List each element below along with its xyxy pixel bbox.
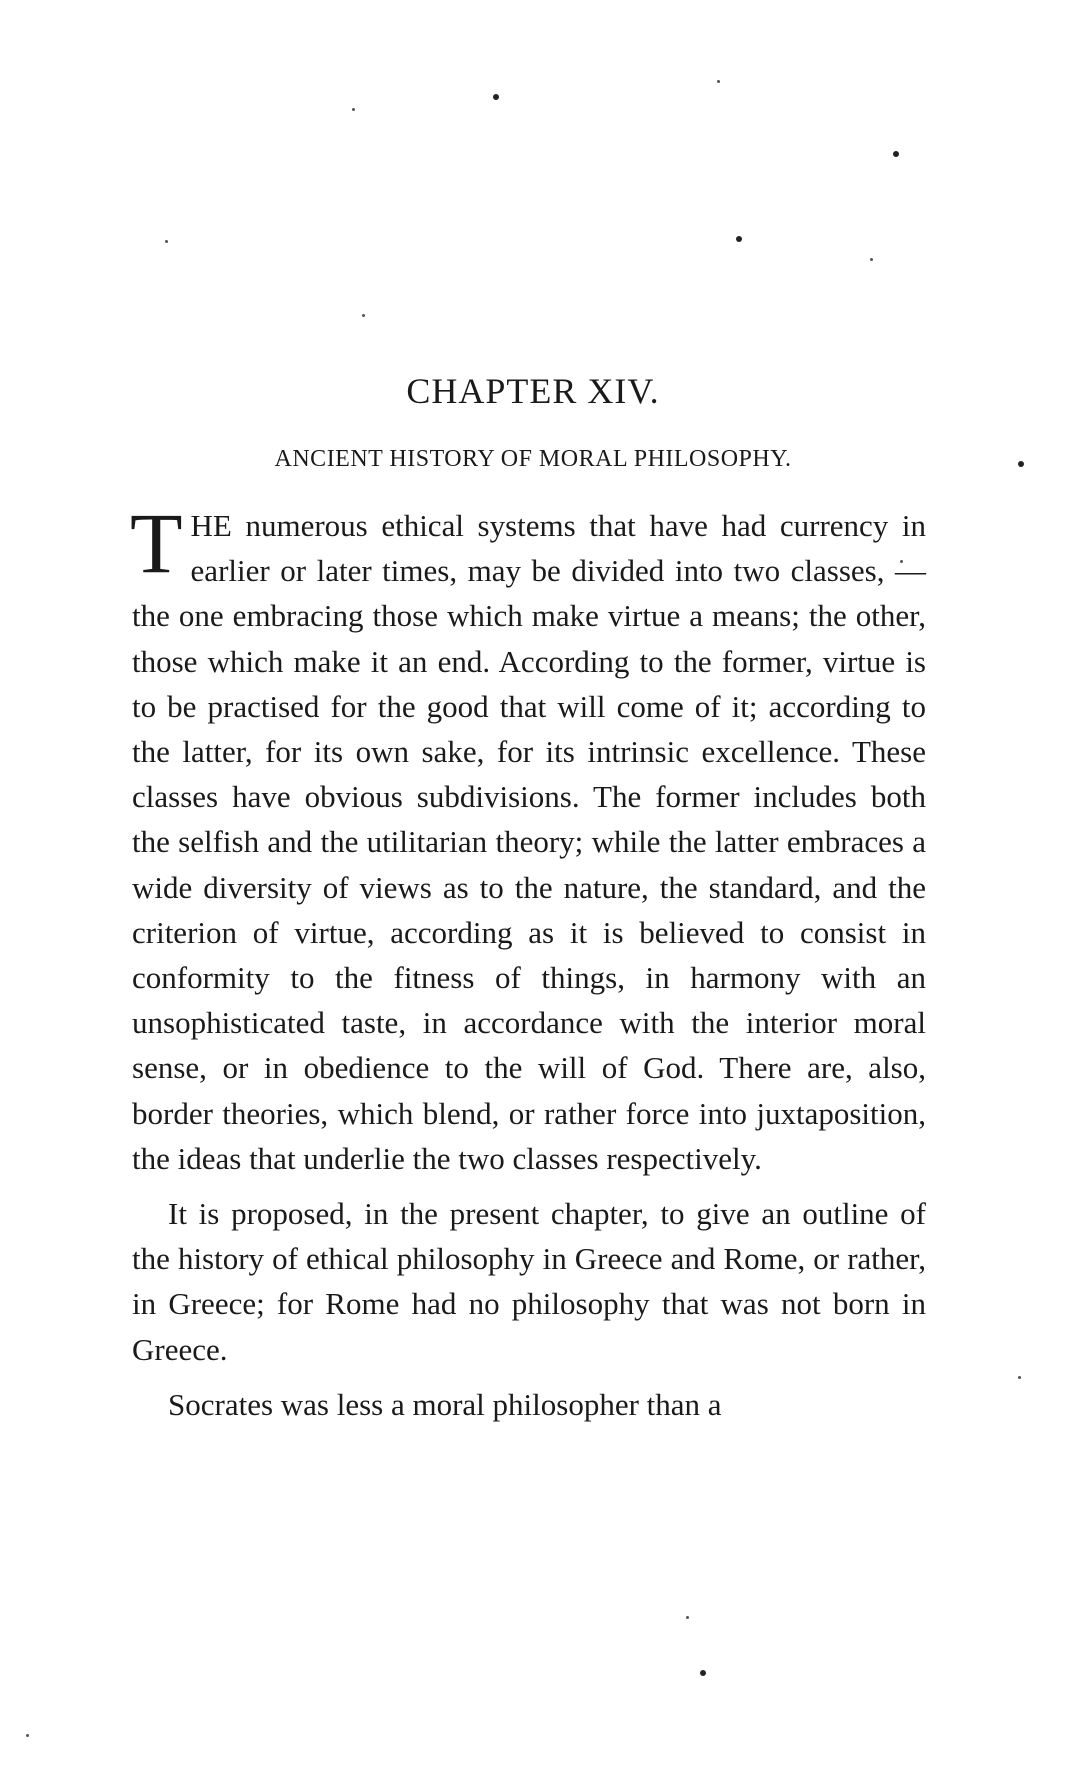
scan-speck: [870, 258, 873, 261]
paragraph-text: HE numerous ethical systems that have had currency in earlier or later times, may be divided into two classes, — the one embracing those which make virtue a means; the other, those which make it an end. According to the former, virtue is to be practised for the good that will come of it; according to the latter, for its own sake, for its intrinsic excellence. These classes have obvious subdivisions. The former includes both the selfish and the utilitarian theory; while the latter embraces a wide diversity of views as to the nature, the standard, and the criterion of virtue, according as it is believed to consist in conformity to the fitness of things, in harmony with an unsophisticated taste, in accordance with the interior moral sense, or in obedience to the will of God. There are, also, border theories, which blend, or rather force into juxtaposition, the ideas that underlie the two classes respectively.: [132, 508, 926, 1176]
paragraph-text: Socrates was less a moral philosopher than a: [168, 1386, 722, 1422]
scan-speck: [686, 1616, 689, 1619]
chapter-title: CHAPTER XIV.: [406, 371, 660, 411]
scan-speck: [362, 314, 365, 317]
paragraph: [132, 1191, 926, 1372]
scan-speck: [717, 80, 720, 83]
scan-speck: [1018, 461, 1024, 467]
paragraph: [130, 495, 926, 1181]
scan-speck: [26, 1734, 29, 1737]
scan-speck: [736, 236, 742, 242]
scan-speck: [700, 1670, 706, 1676]
scan-speck: [493, 94, 499, 100]
paragraph-text: It is proposed, in the present chapter, to give an outline of the history of ethical philosophy in Greece and Rome, or rather, in Greece; for Rome had no philosophy that was not born in Greece.: [132, 1196, 926, 1367]
chapter-subtitle: ANCIENT HISTORY OF MORAL PHILOSOPHY.: [274, 446, 792, 472]
paragraph: [132, 1382, 926, 1427]
scan-speck: [893, 151, 899, 157]
scan-speck: [352, 108, 355, 111]
scan-speck: [165, 240, 168, 243]
body-text: [130, 495, 926, 1437]
drop-cap: T: [130, 495, 183, 591]
scan-speck: [1018, 1376, 1021, 1379]
